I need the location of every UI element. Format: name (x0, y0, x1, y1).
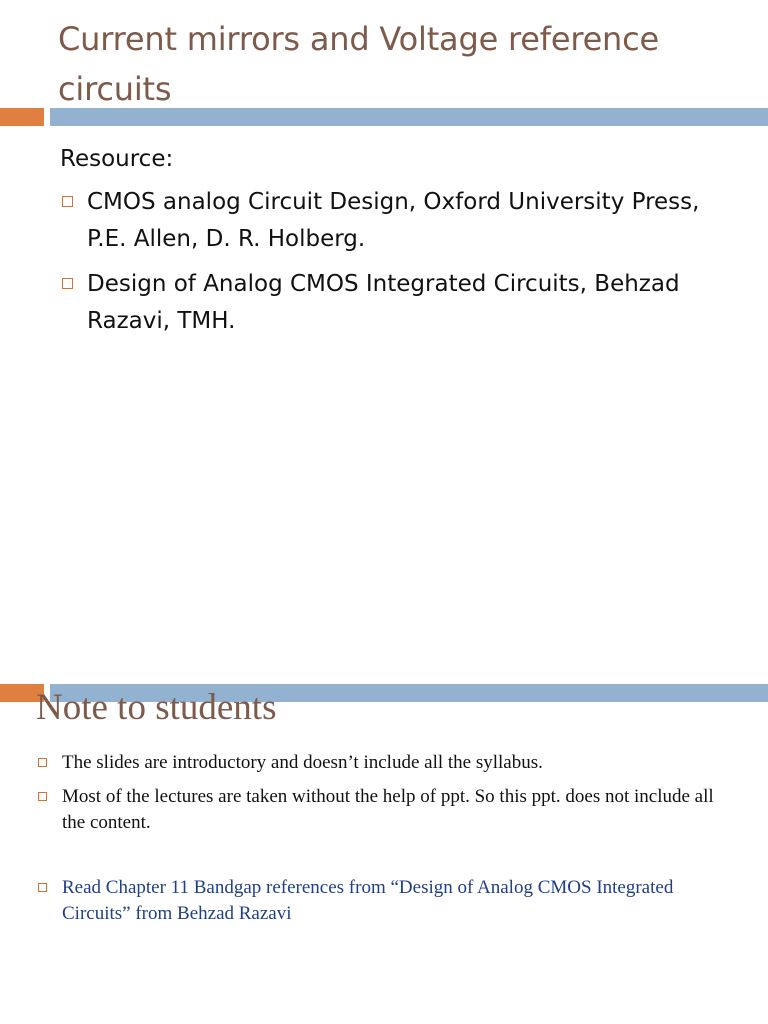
square-bullet-icon (38, 758, 47, 767)
list-item-text: The slides are introductory and doesn’t include all the syllabus. (62, 752, 543, 773)
list-item (36, 750, 736, 776)
resource-label: Resource: (60, 146, 174, 172)
list-item (36, 875, 736, 927)
list-item (60, 266, 740, 340)
list-item (60, 184, 740, 258)
square-bullet-icon (38, 792, 47, 801)
square-bullet-icon (38, 883, 47, 892)
slide-1-title: Current mirrors and Voltage reference circuits (58, 20, 660, 108)
list-item-text: CMOS analog Circuit Design, Oxford University Press, P.E. Allen, D. R. Holberg. (87, 189, 700, 252)
list-item-text: Read Chapter 11 Bandgap references from “Design of Analog CMOS Integrated Circuits” from Behzad Razavi (62, 877, 674, 924)
list-item-text: Design of Analog CMOS Integrated Circuits, Behzad Razavi, TMH. (87, 271, 680, 334)
title-accent-blue-bar (50, 108, 768, 126)
slide-2 (0, 672, 768, 1024)
list-item-text: Most of the lectures are taken without the help of ppt. So this ppt. does not include all the content. (62, 786, 714, 833)
title-accent-orange-bar (0, 108, 44, 126)
slide-2-title: Note to students (36, 687, 277, 728)
list-item (36, 784, 736, 836)
square-bullet-icon (62, 196, 73, 207)
square-bullet-icon (62, 278, 73, 289)
